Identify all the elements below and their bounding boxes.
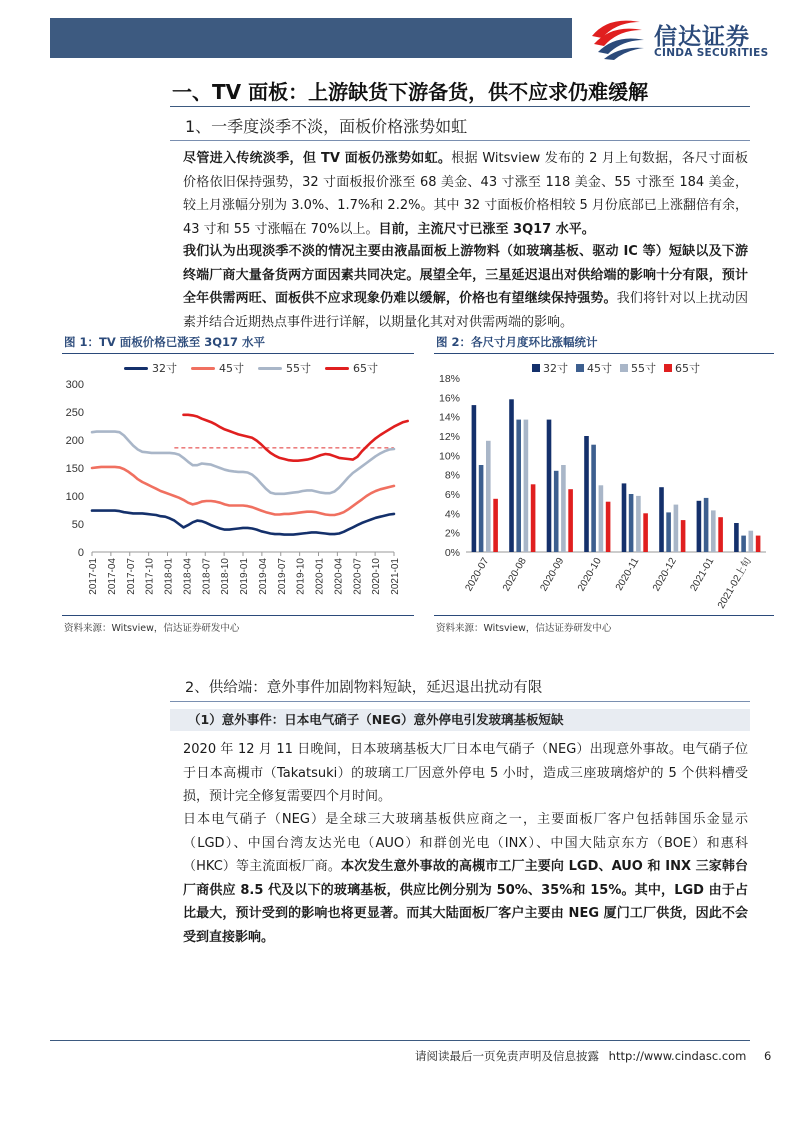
bar-32寸-2020-11 (622, 483, 627, 552)
brand-name-cn: 信达证券 (654, 24, 750, 50)
figure-1-title: 图 1：TV 面板价格已涨至 3Q17 水平 (64, 335, 266, 349)
legend-swatch-45 (191, 367, 215, 370)
paragraph-4-body: 日本电气硝子（NEG）是全球三大玻璃基板供应商之一，主要面板厂客户包括韩国乐金显示（LGD）、中国台湾友达光电（AUO）和群创光电（INX）、中国大陆京东方（BOE）和惠科（HKC）等主流面板厂商。 (183, 812, 748, 874)
bar-55寸-2021-01 (711, 510, 716, 552)
bar-65寸-2020-08 (531, 484, 536, 552)
subsection-title-2: 2、供给端：意外事件加剧物料短缺，延迟退出扰动有限 (185, 680, 543, 696)
bar-65寸-2020-09 (568, 489, 573, 552)
legend-item-65 (325, 360, 378, 376)
legend2-label-45: 45寸 (587, 362, 612, 375)
x-tick-label: 2020-08 (500, 556, 529, 594)
bar-chart-monthly-growth (432, 370, 776, 614)
bar-32寸-2020-10 (584, 436, 589, 552)
x-tick-label: 2020-10 (575, 556, 604, 594)
brand-logo[interactable] (588, 14, 788, 64)
y-tick-label: 18% (438, 373, 460, 385)
section-title-rule (170, 106, 750, 107)
paragraph-1-lead: 尽管进入传统淡季，但 TV 面板仍涨势如虹。 (183, 151, 452, 166)
y-tick-label: 14% (438, 411, 460, 424)
paragraph-4-emphasis: 本次发生意外事故的高槻市工厂主要向 LGD、AUO 和 INX 三家韩台厂商供应 8.5 代及以下的玻璃基板，供应比例分别为 50%、35%和 15%。其中，LGD 由于占比最大，预计受到的影响也将更显著。而其大陆面板厂客户主要由 NEG 厦门工厂供货，因此不会受到直接影响。 (183, 859, 749, 945)
figure-1-top-rule (62, 353, 414, 354)
x-tick-label: 2021-02上旬 (715, 556, 754, 611)
x-tick-label: 2020-01 (314, 558, 326, 595)
paragraph-1-conclusion: 目前，主流尺寸已涨至 3Q17 水平。 (378, 221, 595, 237)
brand-name-en: CINDA SECURITIES (654, 47, 769, 59)
y-tick-label: 300 (65, 379, 84, 391)
legend-label-55: 55寸 (286, 362, 311, 375)
subsection-rule-1 (170, 140, 750, 141)
bar-45寸-2020-12 (666, 512, 671, 552)
bar-55寸-2020-08 (524, 420, 529, 552)
subsection-rule-2 (170, 701, 750, 702)
paragraph-2-lead: 我们认为出现淡季不淡的情况主要由液晶面板上游物料（如玻璃基板、驱动 IC 等）短缺以及下游终端厂商大量备货两方面因素共同决定。展望全年，三星延迟退出对供给端的影响十分有限，预计全年供需两旺、面板供不应求现象仍难以缓解，价格也有望继续保持强势。 (183, 244, 748, 306)
paragraph-2 (183, 240, 748, 334)
series-line-32寸 (92, 511, 394, 535)
bar-32寸-2020-09 (547, 420, 552, 552)
legend-item-45 (191, 360, 244, 376)
x-tick-label: 2020-12 (650, 556, 679, 594)
x-tick-label: 2020-07 (463, 556, 492, 594)
y-tick-label: 8% (444, 469, 460, 482)
x-tick-label: 2017-10 (144, 558, 156, 595)
bar-32寸-2021-02上旬 (734, 523, 739, 552)
y-tick-label: 0 (77, 547, 84, 559)
series-line-55寸 (92, 432, 394, 494)
y-tick-label: 250 (65, 407, 84, 419)
bar-55寸-2020-09 (561, 465, 566, 552)
bar-65寸-2020-10 (606, 502, 611, 552)
y-tick-label: 50 (71, 519, 84, 531)
y-tick-label: 4% (444, 508, 460, 521)
footer-url[interactable]: http://www.cindasc.com (608, 1049, 747, 1063)
subsection-title-2-1: （1）意外事件：日本电气硝子（NEG）意外停电引发玻璃基板短缺 (170, 709, 750, 731)
legend2-label-65: 65寸 (675, 362, 700, 375)
header-bar (50, 18, 572, 58)
footer (415, 1048, 771, 1064)
legend2-label-55: 55寸 (631, 362, 656, 375)
bar-45寸-2020-09 (554, 471, 559, 552)
x-tick-label: 2019-10 (295, 558, 307, 595)
paragraph-2-body: 我们将针对以上扰动因素并结合近期热点事件进行详解，以期量化其对对供需两端的影响。 (183, 291, 748, 330)
bar-32寸-2021-01 (697, 501, 702, 552)
subsection-title-1: 1、一季度淡季不淡，面板价格涨势如虹 (185, 117, 468, 136)
x-tick-label: 2019-04 (257, 558, 269, 595)
legend-label-65: 65寸 (353, 362, 378, 375)
figure-2-bottom-rule (434, 615, 774, 616)
x-tick-label: 2017-07 (125, 558, 137, 595)
page-number: 6 (764, 1049, 772, 1063)
y-tick-label: 0% (444, 547, 460, 559)
x-tick-label: 2018-04 (182, 558, 194, 595)
x-tick-label: 2018-01 (163, 558, 175, 595)
legend-label-45: 45寸 (219, 362, 244, 375)
legend-item-32 (124, 360, 177, 376)
legend-label-32: 32寸 (152, 362, 177, 375)
y-tick-label: 16% (438, 392, 460, 405)
x-tick-label: 2020-07 (352, 558, 364, 595)
x-tick-label: 2017-04 (106, 558, 118, 595)
legend2-label-32: 32寸 (543, 362, 568, 375)
series-line-65寸 (184, 415, 408, 461)
bar-55寸-2020-11 (636, 496, 641, 552)
section-title: 一、TV 面板：上游缺货下游备货，供不应求仍难缓解 (172, 80, 649, 104)
bar-45寸-2020-11 (629, 494, 634, 552)
cinda-logo-icon (588, 14, 646, 62)
x-tick-label: 2019-01 (239, 558, 250, 595)
bar-65寸-2020-07 (493, 499, 498, 552)
bar-32寸-2020-08 (509, 399, 514, 552)
legend-swatch-55 (258, 367, 282, 370)
x-tick-label: 2021-01 (390, 558, 401, 595)
x-tick-label: 2020-04 (333, 558, 345, 595)
paragraph-3: 2020 年 12 月 11 日晚间，日本玻璃基板大厂日本电气硝子（NEG）出现意外事故。电气硝子位于日本高槻市（Takatsuki）的玻璃工厂因意外停电 5 小时，造成三座玻璃熔炉的 5 个供料槽受损，预计完全修复需要四个月时间。 (183, 742, 748, 804)
y-tick-label: 2% (444, 527, 460, 540)
bar-55寸-2021-02上旬 (749, 531, 754, 552)
bar-45寸-2020-08 (516, 420, 521, 552)
x-tick-label: 2019-07 (276, 558, 288, 595)
y-tick-label: 200 (65, 435, 84, 447)
paragraph-1-body: 根据 Witsview 发布的 2 月上旬数据，各尺寸面板价格依旧保持强势，32 寸面板报价涨至 68 美金、43 寸涨至 118 美金、55 寸涨至 184 美金，较上月涨幅分别为 3.0%、1.7%和 2.2%。其中 32 寸面板价格相较 5 月份底部已上涨翻倍有余，43 寸和 55 寸涨幅在 70%以上。 (183, 151, 748, 237)
figure-1-bottom-rule (62, 615, 414, 616)
x-tick-label: 2017-01 (88, 558, 99, 595)
x-tick-label: 2018-10 (220, 558, 232, 595)
bar-45寸-2020-10 (591, 445, 596, 552)
bar-55寸-2020-12 (674, 505, 679, 552)
figure-2-source: 资料来源：Witsview，信达证券研发中心 (436, 623, 612, 634)
bar-32寸-2020-12 (659, 487, 664, 552)
figure-1-source: 资料来源：Witsview，信达证券研发中心 (64, 623, 240, 634)
series-line-45寸 (92, 467, 394, 515)
figure-1-legend (124, 360, 392, 376)
bar-45寸-2021-02上旬 (741, 536, 746, 552)
x-tick-label: 2020-11 (613, 556, 642, 593)
x-tick-label: 2021-01 (688, 556, 717, 594)
bar-65寸-2021-01 (718, 517, 723, 552)
legend-swatch-65 (325, 367, 349, 370)
y-tick-label: 10% (438, 450, 460, 463)
x-tick-label: 2018-07 (201, 558, 213, 595)
y-tick-label: 12% (438, 431, 460, 443)
y-tick-label: 6% (444, 489, 460, 501)
x-tick-label: 2020-10 (371, 558, 383, 595)
footer-rule (50, 1040, 750, 1041)
bar-45寸-2020-07 (479, 465, 484, 552)
legend-swatch-32 (124, 367, 148, 370)
legend-item-55 (258, 360, 311, 376)
bar-55寸-2020-07 (486, 441, 491, 552)
bar-45寸-2021-01 (704, 498, 709, 552)
paragraph-4 (183, 808, 748, 949)
footer-disclaimer: 请阅读最后一页免责声明及信息披露 (415, 1049, 599, 1063)
line-chart-tv-panel-price (60, 376, 414, 612)
y-tick-label: 150 (65, 463, 84, 475)
bar-65寸-2020-12 (681, 520, 686, 552)
bar-32寸-2020-07 (472, 405, 477, 552)
x-tick-label: 2020-09 (538, 556, 567, 594)
figure-2-title: 图 2：各尺寸月度环比涨幅统计 (436, 335, 598, 349)
bar-65寸-2020-11 (643, 513, 648, 552)
y-tick-label: 100 (65, 491, 84, 503)
paragraph-1 (183, 147, 748, 241)
figure-2-top-rule (434, 353, 774, 354)
bar-55寸-2020-10 (599, 485, 604, 552)
bar-65寸-2021-02上旬 (756, 536, 761, 552)
